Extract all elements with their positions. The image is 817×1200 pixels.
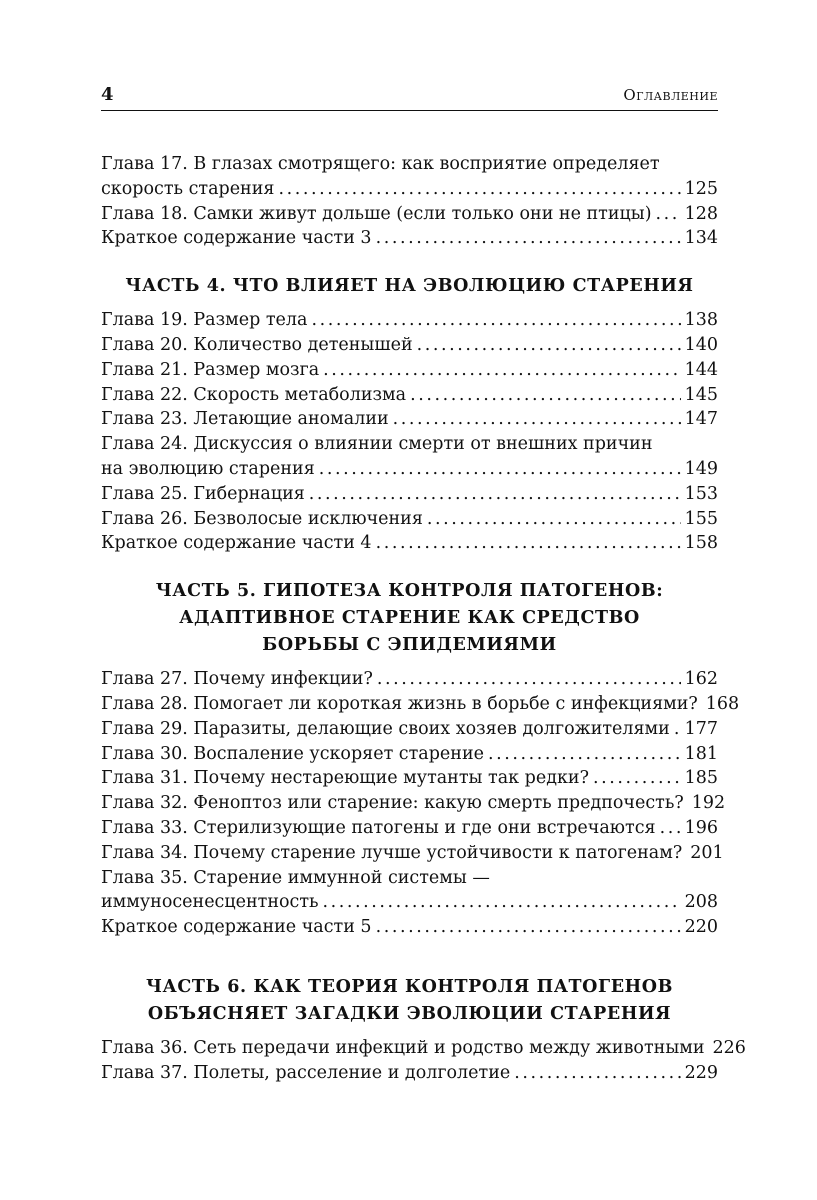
dot-leader — [393, 407, 681, 432]
toc-entry-page: 226 — [712, 1037, 746, 1058]
toc-entry-page: 177 — [684, 718, 718, 739]
toc-entry[interactable] — [101, 358, 718, 383]
toc-entry-title: иммуносенесцентность — [101, 892, 319, 913]
dot-leader — [323, 358, 680, 383]
toc-entry[interactable] — [101, 667, 718, 692]
dot-leader — [660, 816, 681, 841]
table-of-contents — [101, 152, 746, 1086]
toc-entry-title: на эволюцию старения — [101, 458, 315, 479]
toc-entry-title: Глава 22. Скорость метаболизма — [101, 384, 407, 405]
toc-entry[interactable] — [101, 202, 718, 227]
toc-entry-page: 220 — [684, 917, 718, 938]
dot-leader — [278, 177, 680, 202]
toc-entry[interactable] — [101, 177, 718, 202]
dot-leader — [593, 766, 681, 791]
toc-entry-line: Глава 35. Старение иммунной системы — — [101, 867, 490, 888]
toc-entry-title: Глава 23. Летающие аномалии — [101, 409, 389, 430]
dot-leader — [311, 308, 680, 333]
part-title: ЧАСТЬ 6. КАК ТЕОРИЯ КОНТРОЛЯ ПАТОГЕНОВ — [145, 976, 674, 997]
toc-entry[interactable] — [101, 226, 718, 251]
toc-entry[interactable] — [101, 1036, 746, 1061]
toc-entry-title: скорость старения — [101, 178, 275, 199]
toc-entry-title: Глава 33. Стерилизующие патогены и где они встречаются — [101, 817, 656, 838]
page-header — [101, 84, 718, 111]
dot-leader — [427, 507, 681, 532]
toc-entry[interactable] — [101, 890, 718, 915]
toc-entry-line: Глава 17. В глазах смотрящего: как восприятие определяет — [101, 154, 660, 174]
toc-entry-title: Глава 37. Полеты, расселение и долголетие — [101, 1062, 511, 1083]
toc-entry[interactable] — [101, 766, 718, 791]
toc-entry-page: 185 — [684, 768, 718, 789]
toc-entry-line: Глава 24. Дискуссия о влиянии смерти от внешних причин — [101, 434, 653, 455]
dot-leader — [376, 915, 681, 940]
toc-section-part-3-continued — [101, 152, 718, 251]
running-title: Оглавление — [623, 86, 718, 104]
toc-entry-page: 208 — [684, 892, 718, 913]
toc-entry-page: 134 — [684, 228, 718, 249]
dot-leader — [514, 1061, 680, 1086]
toc-entry-page: 147 — [684, 409, 718, 430]
dot-leader — [376, 226, 681, 251]
toc-entry-page: 153 — [684, 483, 718, 504]
toc-entry-title: Глава 36. Сеть передачи инфекций и родство между животными — [101, 1037, 705, 1058]
toc-entry[interactable] — [101, 457, 718, 482]
part-title: ЧАСТЬ 4. ЧТО ВЛИЯЕТ НА ЭВОЛЮЦИЮ СТАРЕНИЯ — [125, 276, 694, 297]
toc-entry[interactable] — [101, 791, 726, 816]
toc-entry[interactable] — [101, 482, 718, 507]
toc-entry-page: 181 — [684, 743, 718, 764]
toc-section-part-6 — [101, 974, 746, 1086]
toc-entry-page: 196 — [684, 817, 718, 838]
toc-entry-page: 140 — [684, 334, 718, 355]
toc-entry[interactable] — [101, 383, 718, 408]
toc-entry-page: 125 — [684, 178, 718, 199]
toc-entry-page: 201 — [690, 842, 724, 863]
toc-entry-title: Глава 18. Самки живут дольше (если только они не птицы) — [101, 203, 652, 224]
dot-leader — [417, 333, 681, 358]
dot-leader — [410, 383, 681, 408]
dot-leader — [319, 457, 681, 482]
toc-entry-title: Глава 30. Воспаление ускоряет старение — [101, 743, 484, 764]
dot-leader — [377, 667, 681, 692]
toc-entry[interactable] — [101, 816, 718, 841]
toc-entry-title: Глава 32. Феноптоз или старение: какую смерть предпочесть? — [101, 793, 684, 814]
toc-section-part-5 — [101, 578, 740, 940]
page-number: 4 — [101, 84, 114, 105]
toc-entry[interactable] — [101, 407, 718, 432]
toc-entry-title: Глава 27. Почему инфекции? — [101, 669, 373, 690]
part-title: ОБЪЯСНЯЕТ ЗАГАДКИ ЭВОЛЮЦИИ СТАРЕНИЯ — [147, 1003, 672, 1024]
toc-entry[interactable] — [101, 333, 718, 358]
toc-entry-page: 162 — [684, 669, 718, 690]
toc-entry-page: 158 — [684, 533, 718, 554]
toc-entry[interactable] — [101, 1061, 718, 1086]
toc-entry[interactable] — [101, 841, 724, 866]
toc-entry-page: 144 — [684, 359, 718, 380]
toc-entry[interactable] — [101, 531, 718, 556]
toc-entry-title: Краткое содержание части 3 — [101, 228, 372, 249]
toc-entry[interactable] — [101, 915, 718, 940]
toc-entry-title: Глава 21. Размер мозга — [101, 359, 320, 380]
toc-entry-title: Краткое содержание части 5 — [101, 917, 372, 938]
toc-entry-page: 128 — [684, 203, 718, 224]
dot-leader — [309, 482, 681, 507]
toc-entry[interactable] — [101, 308, 718, 333]
toc-entry[interactable] — [101, 692, 740, 717]
toc-entry-title: Краткое содержание части 4 — [101, 533, 372, 554]
dot-leader — [488, 742, 681, 767]
part-title: БОРЬБЫ С ЭПИДЕМИЯМИ — [262, 635, 557, 656]
toc-entry-page: 149 — [684, 458, 718, 479]
toc-entry-page: 192 — [691, 793, 726, 814]
part-title: ЧАСТЬ 5. ГИПОТЕЗА КОНТРОЛЯ ПАТОГЕНОВ: — [155, 581, 664, 602]
toc-entry-title: Глава 26. Безволосые исключения — [101, 508, 423, 529]
dot-leader — [376, 531, 681, 556]
toc-entry-title: Глава 28. Помогает ли короткая жизнь в борьбе с инфекциями? — [101, 693, 698, 714]
toc-entry-page: 138 — [684, 310, 718, 331]
toc-entry[interactable] — [101, 717, 718, 742]
toc-entry-page: 155 — [684, 508, 718, 529]
dot-leader — [656, 202, 681, 227]
toc-entry-title: Глава 34. Почему старение лучше устойчивости к патогенам? — [101, 842, 683, 863]
toc-entry-title: Глава 31. Почему нестареющие мутанты так редки? — [101, 768, 589, 789]
toc-entry[interactable] — [101, 507, 718, 532]
toc-entry[interactable] — [101, 742, 718, 767]
toc-entry-title: Глава 20. Количество детенышей — [101, 334, 413, 355]
dot-leader — [674, 717, 681, 742]
toc-entry-title: Глава 29. Паразиты, делающие своих хозяев долгожителями — [101, 718, 670, 739]
toc-entry-title: Глава 25. Гибернация — [101, 483, 305, 504]
toc-entry-title: Глава 19. Размер тела — [101, 310, 308, 331]
toc-section-part-4 — [101, 273, 718, 556]
toc-entry-page: 168 — [705, 693, 740, 714]
toc-entry-page: 229 — [684, 1062, 718, 1083]
part-title: АДАПТИВНОЕ СТАРЕНИЕ КАК СРЕДСТВО — [179, 608, 640, 629]
toc-entry-page: 145 — [684, 384, 718, 405]
dot-leader — [323, 890, 681, 915]
